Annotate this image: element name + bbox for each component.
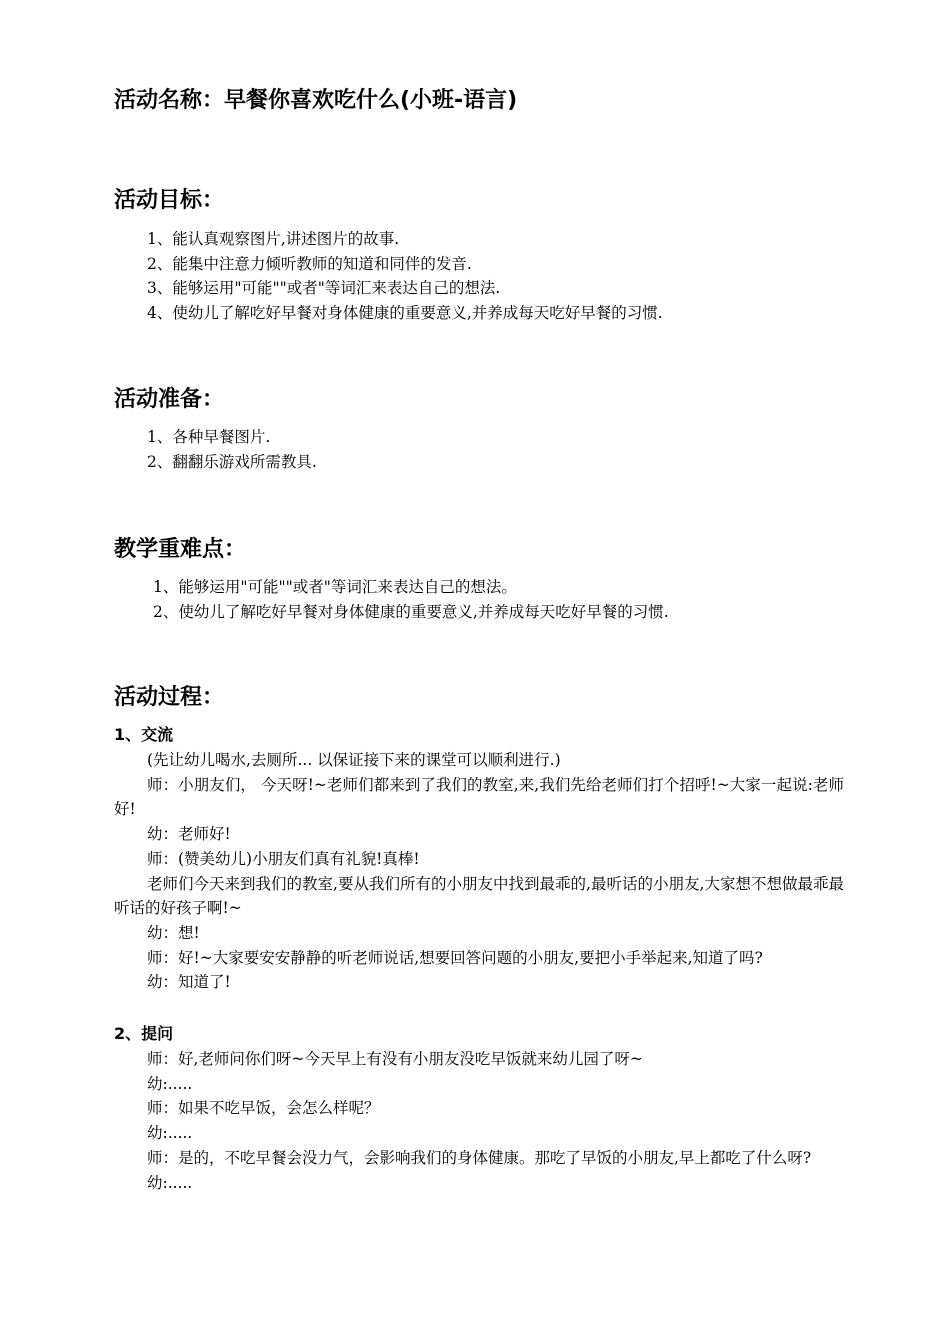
dialogue-line: 老师们今天来到我们的教室,要从我们所有的小朋友中找到最乖的,最听话的小朋友,大家想不想做最乖最听话的好孩子啊!~ [114,874,844,918]
preparation-list [147,425,317,474]
process-heading: 活动过程： [114,685,225,710]
dialogue-line: 师：(赞美幼儿)小朋友们真有礼貌!真棒! [147,849,420,868]
dialogue-line: 幼:..... [147,1173,193,1192]
goals-heading: 活动目标： [114,188,225,213]
dialogue-line: 师：是的，不吃早餐会没力气，会影响我们的身体健康。那吃了早饭的小朋友,早上都吃了什么呀? [147,1148,812,1167]
process-section-exchange [114,748,844,995]
list-item: 4、使幼儿了解吃好早餐对身体健康的重要意义,并养成每天吃好早餐的习惯. [147,303,663,322]
process-section-questions [114,1047,844,1195]
process-section-title: 1、交流 [114,725,174,744]
dialogue-line: 师：好,老师问你们呀~今天早上有没有小朋友没吃早饭就来幼儿园了呀~ [147,1050,643,1068]
document-title: 活动名称：早餐你喜欢吃什么(小班-语言) [114,88,518,113]
list-item: 2、能集中注意力倾听教师的知道和同伴的发音. [147,254,472,273]
list-item: 1、能认真观察图片,讲述图片的故事. [147,230,400,248]
list-item: 1、能够运用"可能""或者"等词汇来表达自己的想法。 [153,578,517,596]
list-item: 3、能够运用"可能""或者"等词汇来表达自己的想法. [147,279,501,297]
goals-list [147,227,663,325]
preparation-heading: 活动准备： [114,387,225,412]
process-section-title: 2、提问 [114,1024,174,1043]
dialogue-line: 师：小朋友们， 今天呀!~老师们都来到了我们的教室,来,我们先给老师们打个招呼!~大家一起说:老师好! [114,775,844,819]
keypoints-heading: 教学重难点： [114,537,247,562]
dialogue-line: 师：如果不吃早饭，会怎么样呢？ [147,1099,380,1118]
list-item: 1、各种早餐图片. [147,428,271,446]
dialogue-line: 幼:..... [147,1124,193,1143]
dialogue-line: 幼:..... [147,1074,193,1093]
dialogue-line: 幼：知道了! [147,973,231,992]
list-item: 2、使幼儿了解吃好早餐对身体健康的重要意义,并养成每天吃好早餐的习惯. [153,602,669,621]
dialogue-line: 师：好!~大家要安安静静的听老师说话,想要回答问题的小朋友,要把小手举起来,知道了吗? [147,948,763,967]
dialogue-line: 幼：想! [147,923,200,942]
keypoints-list [153,575,669,624]
dialogue-line: 幼：老师好! [147,825,231,844]
dialogue-line: (先让幼儿喝水,去厕所... 以保证接下来的课堂可以顺利进行.) [147,751,561,769]
list-item: 2、翻翻乐游戏所需教具. [147,452,317,471]
